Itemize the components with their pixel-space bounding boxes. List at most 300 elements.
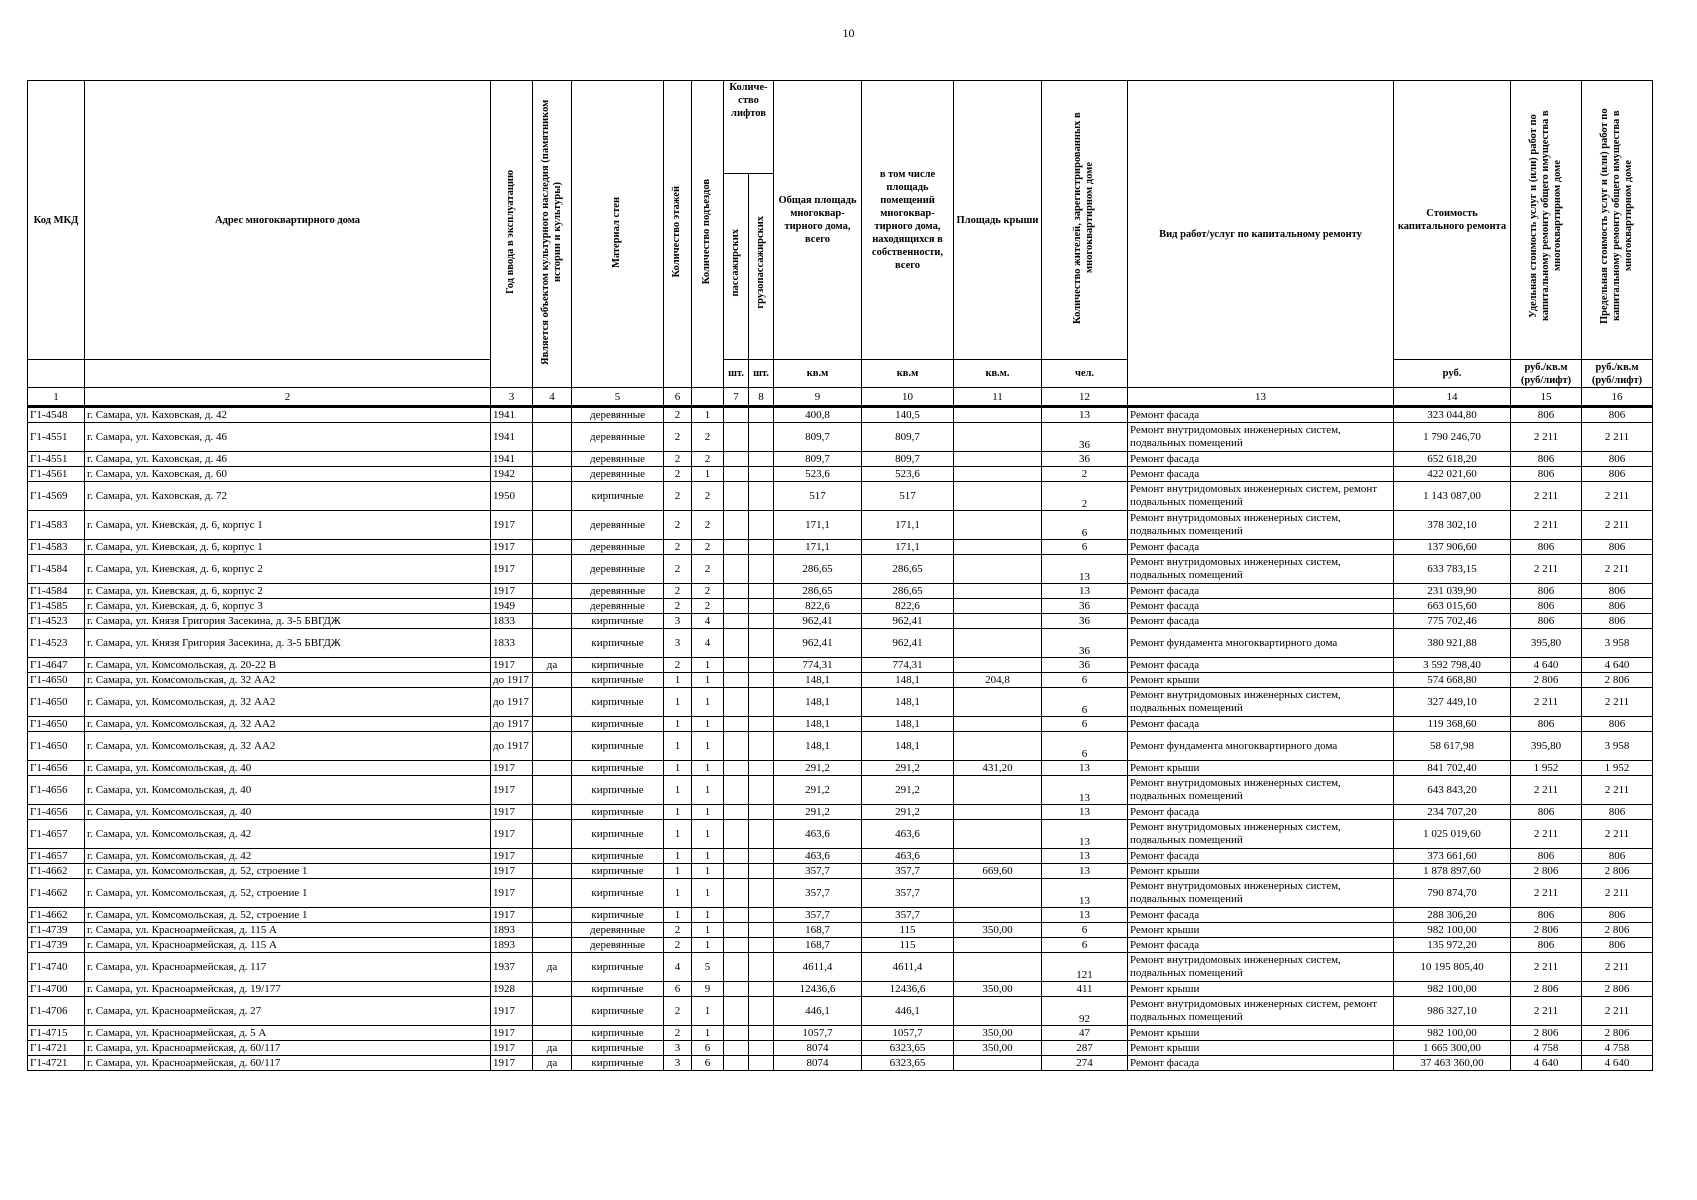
cell-entrances: 1 (692, 864, 724, 879)
column-number: 13 (1128, 388, 1394, 407)
cell-floors: 2 (664, 1026, 692, 1041)
table-row (28, 849, 1653, 864)
cell-residents: 13 (1042, 555, 1128, 584)
cell-lifts-passenger (724, 423, 749, 452)
cell-unit-cost: 806 (1511, 849, 1582, 864)
cell-address: г. Самара, ул. Красноармейская, д. 117 (85, 953, 491, 982)
cell-limit-cost: 2 806 (1582, 982, 1653, 997)
cell-wall: кирпичные (572, 1056, 664, 1071)
cell-work: Ремонт фасада (1128, 614, 1394, 629)
cell-heritage (533, 688, 572, 717)
cell-work: Ремонт внутридомовых инженерных систем, подвальных помещений (1128, 879, 1394, 908)
cell-entrances: 2 (692, 482, 724, 511)
cell-owned-area: 140,5 (862, 407, 954, 423)
table-row (28, 555, 1653, 584)
cell-floors: 3 (664, 1041, 692, 1056)
cell-lifts-cargo (749, 953, 774, 982)
cell-limit-cost: 4 640 (1582, 658, 1653, 673)
cell-lifts-cargo (749, 555, 774, 584)
column-number: 1 (28, 388, 85, 407)
cell-address: г. Самара, ул. Каховская, д. 46 (85, 423, 491, 452)
cell-limit-cost: 3 958 (1582, 629, 1653, 658)
cell-work: Ремонт фундамента многоквартирного дома (1128, 629, 1394, 658)
cell-cost: 1 665 300,00 (1394, 1041, 1511, 1056)
cell-work: Ремонт внутридомовых инженерных систем, подвальных помещений (1128, 776, 1394, 805)
cell-lifts-cargo (749, 452, 774, 467)
cell-work: Ремонт фасада (1128, 467, 1394, 482)
column-number: 7 (724, 388, 749, 407)
column-number: 11 (954, 388, 1042, 407)
cell-wall: кирпичные (572, 953, 664, 982)
cell-year: 1917 (491, 761, 533, 776)
unit-total-area: кв.м (774, 360, 862, 388)
cell-limit-cost: 2 211 (1582, 997, 1653, 1026)
cell-roof-area: 350,00 (954, 982, 1042, 997)
cell-entrances: 1 (692, 908, 724, 923)
cell-total-area: 286,65 (774, 584, 862, 599)
cell-code: Г1-4584 (28, 555, 85, 584)
cell-year: 1833 (491, 614, 533, 629)
cell-entrances: 1 (692, 407, 724, 423)
cell-owned-area: 291,2 (862, 776, 954, 805)
cell-limit-cost: 806 (1582, 467, 1653, 482)
cell-entrances: 2 (692, 423, 724, 452)
cell-cost: 323 044,80 (1394, 407, 1511, 423)
cell-floors: 2 (664, 407, 692, 423)
cell-code: Г1-4739 (28, 923, 85, 938)
cell-address: г. Самара, ул. Каховская, д. 60 (85, 467, 491, 482)
cell-heritage (533, 879, 572, 908)
cell-year: 1941 (491, 423, 533, 452)
cell-owned-area: 463,6 (862, 849, 954, 864)
cell-owned-area: 171,1 (862, 540, 954, 555)
cell-owned-area: 6323,65 (862, 1041, 954, 1056)
cell-roof-area: 350,00 (954, 1026, 1042, 1041)
cell-owned-area: 962,41 (862, 629, 954, 658)
cell-residents: 36 (1042, 629, 1128, 658)
cell-roof-area (954, 1056, 1042, 1071)
cell-residents: 411 (1042, 982, 1128, 997)
cell-floors: 1 (664, 717, 692, 732)
cell-lifts-cargo (749, 879, 774, 908)
cell-entrances: 9 (692, 982, 724, 997)
cell-year: 1917 (491, 584, 533, 599)
cell-address: г. Самара, ул. Киевская, д. 6, корпус 3 (85, 599, 491, 614)
cell-lifts-passenger (724, 1041, 749, 1056)
cell-limit-cost: 806 (1582, 540, 1653, 555)
cell-cost: 643 843,20 (1394, 776, 1511, 805)
cell-owned-area: 4611,4 (862, 953, 954, 982)
cell-code: Г1-4585 (28, 599, 85, 614)
cell-owned-area: 357,7 (862, 908, 954, 923)
cell-residents: 6 (1042, 511, 1128, 540)
cell-residents: 121 (1042, 953, 1128, 982)
cell-entrances: 1 (692, 717, 724, 732)
table-row (28, 688, 1653, 717)
cell-work: Ремонт внутридомовых инженерных систем, подвальных помещений (1128, 555, 1394, 584)
cell-code: Г1-4647 (28, 658, 85, 673)
cell-code: Г1-4650 (28, 732, 85, 761)
cell-residents: 13 (1042, 864, 1128, 879)
cell-roof-area (954, 717, 1042, 732)
cell-code: Г1-4584 (28, 584, 85, 599)
cell-wall: кирпичные (572, 864, 664, 879)
table-row (28, 423, 1653, 452)
cell-roof-area (954, 452, 1042, 467)
cell-roof-area (954, 805, 1042, 820)
cell-unit-cost: 2 806 (1511, 982, 1582, 997)
cell-lifts-passenger (724, 1026, 749, 1041)
cell-wall: кирпичные (572, 849, 664, 864)
cell-entrances: 1 (692, 658, 724, 673)
cell-work: Ремонт внутридомовых инженерных систем, подвальных помещений (1128, 820, 1394, 849)
cell-lifts-passenger (724, 997, 749, 1026)
cell-wall: кирпичные (572, 997, 664, 1026)
cell-cost: 288 306,20 (1394, 908, 1511, 923)
cell-wall: кирпичные (572, 761, 664, 776)
cell-year: 1917 (491, 540, 533, 555)
column-number: 10 (862, 388, 954, 407)
cell-cost: 378 302,10 (1394, 511, 1511, 540)
cell-unit-cost: 2 211 (1511, 511, 1582, 540)
cell-total-area: 8074 (774, 1056, 862, 1071)
cell-lifts-passenger (724, 452, 749, 467)
cell-unit-cost: 2 806 (1511, 1026, 1582, 1041)
cell-owned-area: 171,1 (862, 511, 954, 540)
cell-entrances: 1 (692, 673, 724, 688)
cell-owned-area: 148,1 (862, 688, 954, 717)
cell-year: 1893 (491, 938, 533, 953)
cell-year: 1917 (491, 658, 533, 673)
cell-total-area: 517 (774, 482, 862, 511)
cell-roof-area: 350,00 (954, 1041, 1042, 1056)
cell-residents: 13 (1042, 407, 1128, 423)
cell-roof-area: 669,60 (954, 864, 1042, 879)
cell-heritage (533, 584, 572, 599)
cell-residents: 6 (1042, 717, 1128, 732)
cell-cost: 3 592 798,40 (1394, 658, 1511, 673)
cell-roof-area (954, 482, 1042, 511)
cell-work: Ремонт фасада (1128, 805, 1394, 820)
column-number (692, 388, 724, 407)
cell-cost: 982 100,00 (1394, 1026, 1511, 1041)
cell-limit-cost: 2 211 (1582, 423, 1653, 452)
cell-unit-cost: 806 (1511, 614, 1582, 629)
cell-work: Ремонт фасада (1128, 599, 1394, 614)
cell-roof-area (954, 467, 1042, 482)
cell-owned-area: 115 (862, 938, 954, 953)
header-lifts-passenger: пассажирских (724, 173, 749, 359)
table-row (28, 452, 1653, 467)
cell-cost: 986 327,10 (1394, 997, 1511, 1026)
cell-address: г. Самара, ул. Комсомольская, д. 42 (85, 820, 491, 849)
table-row (28, 1041, 1653, 1056)
cell-total-area: 148,1 (774, 688, 862, 717)
header-limit-cost: Предельная стоимость услуг и (или) работ по капитальному ремонту общего имущества в многоквартирном доме (1582, 81, 1653, 360)
cell-lifts-cargo (749, 407, 774, 423)
column-number: 9 (774, 388, 862, 407)
cell-total-area: 12436,6 (774, 982, 862, 997)
cell-cost: 373 661,60 (1394, 849, 1511, 864)
cell-cost: 135 972,20 (1394, 938, 1511, 953)
cell-floors: 4 (664, 953, 692, 982)
cell-lifts-passenger (724, 614, 749, 629)
table-row (28, 673, 1653, 688)
cell-residents: 13 (1042, 776, 1128, 805)
table-row (28, 407, 1653, 423)
cell-roof-area (954, 629, 1042, 658)
cell-wall: кирпичные (572, 908, 664, 923)
cell-unit-cost: 1 952 (1511, 761, 1582, 776)
cell-limit-cost: 806 (1582, 938, 1653, 953)
cell-address: г. Самара, ул. Киевская, д. 6, корпус 2 (85, 555, 491, 584)
cell-code: Г1-4523 (28, 614, 85, 629)
cell-wall: кирпичные (572, 658, 664, 673)
table-row (28, 540, 1653, 555)
cell-unit-cost: 806 (1511, 938, 1582, 953)
cell-floors: 2 (664, 482, 692, 511)
cell-lifts-cargo (749, 629, 774, 658)
table-row (28, 467, 1653, 482)
cell-address: г. Самара, ул. Комсомольская, д. 40 (85, 805, 491, 820)
cell-owned-area: 148,1 (862, 673, 954, 688)
cell-floors: 2 (664, 599, 692, 614)
cell-total-area: 171,1 (774, 511, 862, 540)
cell-floors: 1 (664, 688, 692, 717)
cell-year: 1942 (491, 467, 533, 482)
unit-limit-cost: руб./кв.м (руб/лифт) (1582, 360, 1653, 388)
cell-work: Ремонт фасада (1128, 849, 1394, 864)
cell-wall: кирпичные (572, 614, 664, 629)
cell-code: Г1-4650 (28, 717, 85, 732)
column-number: 3 (491, 388, 533, 407)
table-body (28, 407, 1653, 1071)
cell-heritage (533, 732, 572, 761)
cell-cost: 574 668,80 (1394, 673, 1511, 688)
cell-residents: 6 (1042, 732, 1128, 761)
cell-wall: кирпичные (572, 717, 664, 732)
cell-unit-cost: 395,80 (1511, 629, 1582, 658)
cell-lifts-cargo (749, 923, 774, 938)
cell-cost: 1 025 019,60 (1394, 820, 1511, 849)
cell-address: г. Самара, ул. Комсомольская, д. 40 (85, 761, 491, 776)
cell-residents: 2 (1042, 482, 1128, 511)
cell-limit-cost: 2 806 (1582, 673, 1653, 688)
cell-heritage (533, 629, 572, 658)
cell-owned-area: 357,7 (862, 864, 954, 879)
cell-entrances: 5 (692, 953, 724, 982)
cell-cost: 1 143 087,00 (1394, 482, 1511, 511)
header-heritage: Является объектом культурного наследия (памятником истории и культуры) (533, 81, 572, 388)
table-row (28, 584, 1653, 599)
cell-entrances: 1 (692, 688, 724, 717)
cell-unit-cost: 4 640 (1511, 1056, 1582, 1071)
cell-entrances: 1 (692, 732, 724, 761)
cell-roof-area: 204,8 (954, 673, 1042, 688)
cell-lifts-passenger (724, 467, 749, 482)
cell-work: Ремонт крыши (1128, 982, 1394, 997)
cell-lifts-cargo (749, 540, 774, 555)
cell-year: 1917 (491, 555, 533, 584)
cell-roof-area (954, 407, 1042, 423)
cell-lifts-passenger (724, 540, 749, 555)
cell-heritage (533, 805, 572, 820)
cell-code: Г1-4662 (28, 908, 85, 923)
cell-cost: 982 100,00 (1394, 923, 1511, 938)
cell-lifts-passenger (724, 761, 749, 776)
cell-roof-area (954, 908, 1042, 923)
table-row (28, 482, 1653, 511)
cell-entrances: 2 (692, 511, 724, 540)
cell-heritage: да (533, 1041, 572, 1056)
cell-lifts-cargo (749, 688, 774, 717)
cell-year: 1917 (491, 908, 533, 923)
cell-work: Ремонт фасада (1128, 938, 1394, 953)
table-row (28, 658, 1653, 673)
cell-lifts-passenger (724, 482, 749, 511)
cell-year: до 1917 (491, 673, 533, 688)
page-number: 10 (842, 26, 855, 40)
cell-work: Ремонт внутридомовых инженерных систем, подвальных помещений (1128, 423, 1394, 452)
cell-address: г. Самара, ул. Комсомольская, д. 52, строение 1 (85, 879, 491, 908)
cell-residents: 13 (1042, 584, 1128, 599)
table-row (28, 820, 1653, 849)
cell-address: г. Самара, ул. Красноармейская, д. 115 А (85, 938, 491, 953)
cell-lifts-cargo (749, 1041, 774, 1056)
cell-code: Г1-4657 (28, 849, 85, 864)
cell-lifts-cargo (749, 820, 774, 849)
cell-address: г. Самара, ул. Каховская, д. 42 (85, 407, 491, 423)
cell-lifts-passenger (724, 629, 749, 658)
unit-cost: руб. (1394, 360, 1511, 388)
cell-entrances: 6 (692, 1041, 724, 1056)
cell-address: г. Самара, ул. Киевская, д. 6, корпус 2 (85, 584, 491, 599)
unit-unit-cost: руб./кв.м (руб/лифт) (1511, 360, 1582, 388)
cell-lifts-cargo (749, 864, 774, 879)
cell-owned-area: 6323,65 (862, 1056, 954, 1071)
cell-work: Ремонт крыши (1128, 761, 1394, 776)
cell-owned-area: 822,6 (862, 599, 954, 614)
cell-wall: кирпичные (572, 1041, 664, 1056)
cell-cost: 633 783,15 (1394, 555, 1511, 584)
cell-floors: 2 (664, 511, 692, 540)
cell-code: Г1-4657 (28, 820, 85, 849)
unit-owned-area: кв.м (862, 360, 954, 388)
cell-total-area: 291,2 (774, 805, 862, 820)
cell-limit-cost: 2 806 (1582, 1026, 1653, 1041)
cell-address: г. Самара, ул. Комсомольская, д. 52, строение 1 (85, 908, 491, 923)
cell-entrances: 4 (692, 629, 724, 658)
cell-owned-area: 774,31 (862, 658, 954, 673)
cell-owned-area: 291,2 (862, 761, 954, 776)
cell-lifts-passenger (724, 820, 749, 849)
cell-limit-cost: 2 806 (1582, 864, 1653, 879)
cell-address: г. Самара, ул. Киевская, д. 6, корпус 1 (85, 540, 491, 555)
cell-lifts-cargo (749, 599, 774, 614)
cell-lifts-cargo (749, 1056, 774, 1071)
cell-lifts-cargo (749, 511, 774, 540)
header-address: Адрес многоквартирного дома (85, 81, 491, 360)
cell-heritage (533, 923, 572, 938)
cell-heritage (533, 511, 572, 540)
cell-wall: деревянные (572, 555, 664, 584)
column-number: 5 (572, 388, 664, 407)
cell-wall: деревянные (572, 467, 664, 482)
cell-limit-cost: 2 211 (1582, 511, 1653, 540)
cell-limit-cost: 806 (1582, 908, 1653, 923)
cell-heritage (533, 908, 572, 923)
cell-floors: 3 (664, 629, 692, 658)
cell-heritage (533, 452, 572, 467)
cell-owned-area: 523,6 (862, 467, 954, 482)
cell-code: Г1-4700 (28, 982, 85, 997)
cell-address: г. Самара, ул. Комсомольская, д. 42 (85, 849, 491, 864)
cell-residents: 13 (1042, 761, 1128, 776)
cell-work: Ремонт внутридомовых инженерных систем, подвальных помещений (1128, 953, 1394, 982)
cell-work: Ремонт крыши (1128, 1026, 1394, 1041)
header-work: Вид работ/услуг по капитальному ремонту (1128, 81, 1394, 388)
cell-heritage (533, 467, 572, 482)
cell-wall: кирпичные (572, 820, 664, 849)
cell-owned-area: 463,6 (862, 820, 954, 849)
cell-unit-cost: 395,80 (1511, 732, 1582, 761)
cell-roof-area: 431,20 (954, 761, 1042, 776)
cell-year: 1928 (491, 982, 533, 997)
cell-heritage (533, 776, 572, 805)
cell-year: до 1917 (491, 717, 533, 732)
cell-heritage (533, 997, 572, 1026)
cell-heritage (533, 982, 572, 997)
table-row (28, 938, 1653, 953)
cell-total-area: 962,41 (774, 629, 862, 658)
cell-floors: 1 (664, 761, 692, 776)
cell-floors: 2 (664, 423, 692, 452)
cell-year: 1893 (491, 923, 533, 938)
cell-code: Г1-4656 (28, 761, 85, 776)
cell-lifts-cargo (749, 423, 774, 452)
cell-wall: деревянные (572, 938, 664, 953)
cell-unit-cost: 806 (1511, 467, 1582, 482)
cell-residents: 13 (1042, 879, 1128, 908)
header-unit-cost: Удельная стоимость услуг и (или) работ по капитальному ремонту общего имущества в многоквартирном доме (1511, 81, 1582, 360)
cell-roof-area (954, 540, 1042, 555)
unit-lifts-passenger: шт. (724, 360, 749, 388)
cell-entrances: 1 (692, 467, 724, 482)
cell-address: г. Самара, ул. Комсомольская, д. 32 АА2 (85, 688, 491, 717)
cell-limit-cost: 2 211 (1582, 482, 1653, 511)
cell-floors: 2 (664, 452, 692, 467)
header-total-area: Общая площадь многоквар-тирного дома, всего (774, 81, 862, 360)
cell-entrances: 1 (692, 997, 724, 1026)
cell-floors: 1 (664, 732, 692, 761)
cell-heritage (533, 717, 572, 732)
cell-total-area: 357,7 (774, 879, 862, 908)
cell-year: 1937 (491, 953, 533, 982)
cell-residents: 6 (1042, 938, 1128, 953)
unit-lifts-cargo: шт. (749, 360, 774, 388)
cell-work: Ремонт фасада (1128, 1056, 1394, 1071)
cell-cost: 58 617,98 (1394, 732, 1511, 761)
cell-unit-cost: 806 (1511, 908, 1582, 923)
cell-code: Г1-4721 (28, 1056, 85, 1071)
cell-total-area: 463,6 (774, 820, 862, 849)
cell-roof-area (954, 555, 1042, 584)
cell-heritage (533, 864, 572, 879)
cell-code: Г1-4569 (28, 482, 85, 511)
cell-address: г. Самара, ул. Красноармейская, д. 60/117 (85, 1041, 491, 1056)
cell-lifts-passenger (724, 584, 749, 599)
cell-floors: 1 (664, 864, 692, 879)
